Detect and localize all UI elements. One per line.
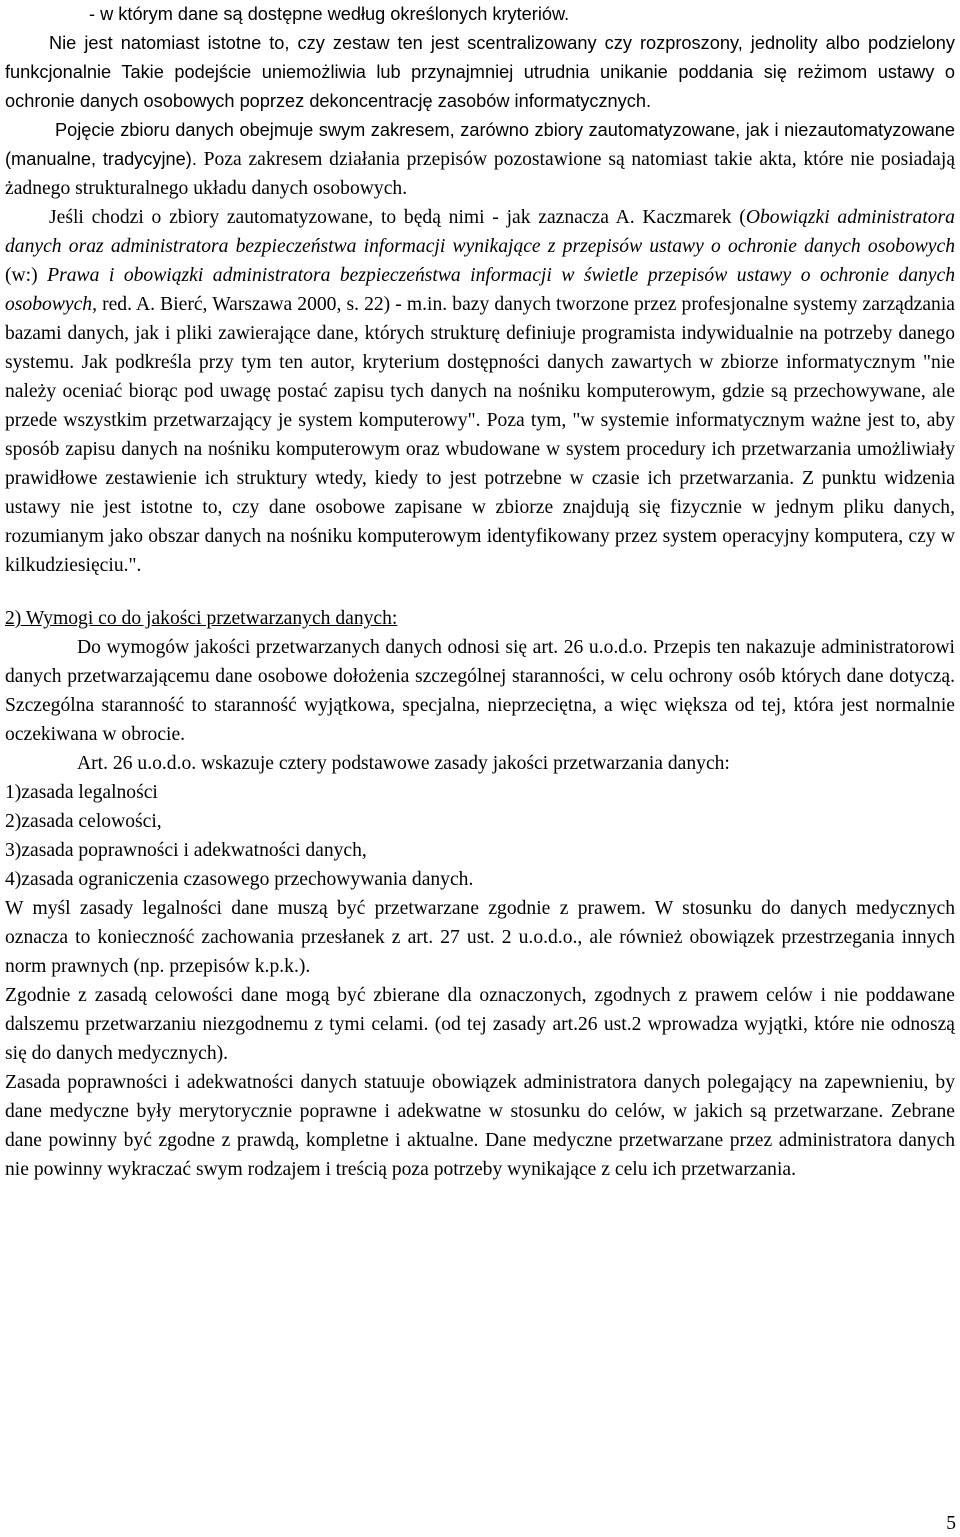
page-number: 5	[946, 1513, 956, 1534]
author-citation-start: Kaczmarek (	[634, 207, 746, 228]
list-item: 2)zasada celowości,	[5, 811, 162, 832]
citation-title-1: Obowiązki administratora danych oraz administratora bezpieczeństwa informacji wynikające z przepisów ustawy o ochronie danych osobowych	[5, 207, 955, 257]
automated-body: , red. A. Bierć, Warszawa 2000, s. 22) - m.in. bazy danych tworzone przez profesjonalne systemy zarządzania bazami danych, jak i pliki zawierające dane, których strukturę definiuje programista indywidualnie na potrzeby danego systemu. Jak podkreśla przy tym ten autor, kryterium dostępności danych zawartych w zbiorze informatycznym "nie należy oceniać biorąc pod uwagę postać zapisu tych danych na nośniku komputerowym, gdzie są przechowywane, ale przede wszystkim przetwarzający je system komputerowy". Poza tym, "w systemie informatycznym ważne jest to, aby sposób zapisu danych na nośniku komputerowym oraz wbudowane w system procedury ich przetwarzania umożliwiały prawidłowe zestawienie ich struktury wtedy, kiedy to jest potrzebne w czasie ich przetwarzania. Z punktu widzenia ustawy nie jest istotne to, czy dane osobowe zapisane w zbiorze znajdują się fizycznie w jednym pliku danych, rozumianym jako obszar danych na nośniku komputerowym identyfikowany przez system operacyjny komputera, czy w kilkudziesięciu.".	[5, 294, 955, 576]
citation-title-2: Prawa i obowiązki administratora bezpieczeństwa informacji w świetle przepisów ustawy o ochronie danych osobowych	[5, 265, 955, 315]
paragraph-scope: Nie jest natomiast istotne to, czy zestaw ten jest scentralizowany czy rozproszony, jednolity albo podzielony funkcjonalnie Takie podejście uniemożliwia lub przynajmniej utrudnia unikanie poddania się reżimom ustawy o ochronie danych osobowych poprzez dekoncentrację zasobów informatycznych.	[5, 33, 955, 111]
paragraph-legality: W myśl zasady legalności dane muszą być przetwarzane zgodnie z prawem. W stosunku do danych medycznych oznacza to konieczność zachowania przesłanek z art. 27 ust. 2 u.o.d.o., ale również obowiązek przestrzegania innych norm prawnych (np. przepisów k.p.k.).	[5, 898, 955, 977]
paragraph-correctness: Zasada poprawności i adekwatności danych statuuje obowiązek administratora danych polegający na zapewnieniu, by dane medyczne były merytorycznie poprawne i adekwatne w stosunku do celów, w jakich są przetwarzane. Zebrane dane powinny być zgodne z prawdą, kompletne i aktualne. Dane medyczne przetwarzane przez administratora danych nie powinny wykraczać swym rodzajem i treścią poza potrzeby wynikające z celu ich przetwarzania.	[5, 1072, 955, 1180]
list-item: 4)zasada ograniczenia czasowego przechowywania danych.	[5, 869, 474, 890]
paragraph-definition	[5, 116, 955, 203]
exclusion-sentence: Poza zakresem działania przepisów pozostawione są natomiast takie akta, które nie posiadają żadnego strukturalnego układu danych osobowych.	[5, 149, 956, 199]
document-body	[5, 0, 955, 1184]
automated-intro: Jeśli chodzi o zbiory zautomatyzowane, to będą nimi - jak zaznacza A.	[49, 207, 635, 228]
paragraph-quality-requirements: Do wymogów jakości przetwarzanych danych odnosi się art. 26 u.o.d.o. Przepis ten nakazuje administratorowi danych przetwarzającemu dane osobowe dołożenia szczególnej staranności, w celu ochrony osób których dane dotyczą. Szczególna staranność to staranność wyjątkowa, specjalna, nieprzeciętna, a więc większa od tej, która jest normalnie oczekiwana w obrocie.	[5, 637, 955, 745]
paragraph-criteria-line: - w którym dane są dostępne według określonych kryteriów.	[89, 4, 570, 24]
citation-in: (w:)	[5, 265, 48, 286]
paragraph-four-principles: Art. 26 u.o.d.o. wskazuje cztery podstawowe zasady jakości przetwarzania danych:	[77, 753, 730, 774]
paragraph-automated-sets	[5, 203, 955, 580]
paragraph-purpose: Zgodnie z zasadą celowości dane mogą być zbierane dla oznaczonych, zgodnych z prawem celów i nie poddawane dalszemu przetwarzaniu niezgodnemu z tymi celami. (od tej zasady art.26 ust.2 wprowadza wyjątki, które nie odnoszą się do danych medycznych).	[5, 985, 955, 1064]
list-item: 3)zasada poprawności i adekwatności danych,	[5, 840, 367, 861]
list-item: 1)zasada legalności	[5, 782, 158, 803]
section-spacer	[5, 580, 955, 604]
section-heading: 2) Wymogi co do jakości przetwarzanych danych:	[5, 608, 398, 629]
definition-sentence: Pojęcie zbioru danych obejmuje swym zakresem, zarówno zbiory zautomatyzowane, jak i niezautomatyzowane (manualne, tradycyjne).	[5, 120, 955, 169]
principles-list	[5, 778, 955, 894]
